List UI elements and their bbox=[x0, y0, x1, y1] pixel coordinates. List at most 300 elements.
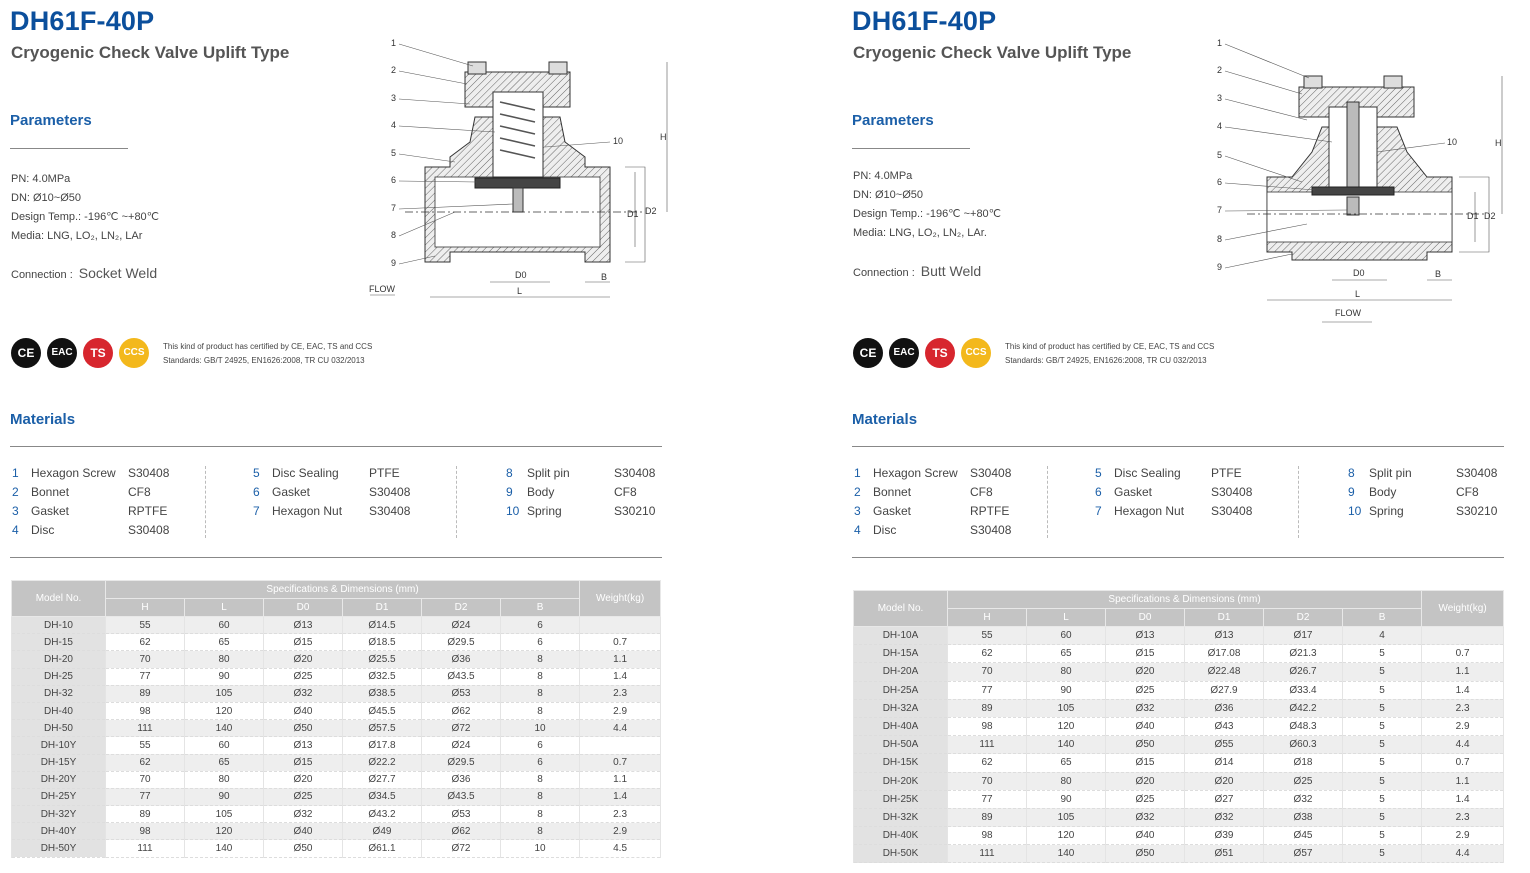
table-cell: Ø50 bbox=[264, 840, 343, 857]
table-row bbox=[12, 634, 661, 651]
table-row bbox=[854, 663, 1504, 681]
hex-screw-left bbox=[468, 62, 486, 74]
table-cell: DH-40A bbox=[854, 717, 948, 735]
table-cell: Ø25.5 bbox=[343, 651, 422, 668]
table-cell: 5 bbox=[1343, 808, 1422, 826]
table-cell: DH-32 bbox=[12, 685, 106, 702]
material-mat: S30408 bbox=[369, 485, 411, 499]
table-cell: 77 bbox=[948, 790, 1027, 808]
product-subtitle: Cryogenic Check Valve Uplift Type bbox=[11, 43, 290, 62]
table-row bbox=[854, 627, 1504, 645]
table-cell: DH-20A bbox=[854, 663, 948, 681]
callout-10: 10 bbox=[613, 136, 624, 146]
spec-table bbox=[11, 580, 661, 858]
table-cell: Ø13 bbox=[264, 737, 343, 754]
table-cell: 2.3 bbox=[580, 806, 661, 823]
table-cell: 55 bbox=[106, 617, 185, 634]
table-cell: Ø57.5 bbox=[343, 720, 422, 737]
material-mat: PTFE bbox=[369, 466, 400, 480]
table-cell: Ø36 bbox=[1185, 699, 1264, 717]
callout-7: 7 bbox=[391, 203, 397, 213]
spec-header-model: Model No. bbox=[854, 591, 948, 627]
table-row bbox=[854, 808, 1504, 826]
table-cell: 8 bbox=[501, 702, 580, 719]
materials-heading: Materials bbox=[10, 411, 76, 428]
table-cell: Ø25 bbox=[264, 668, 343, 685]
spec-header-d0: D0 bbox=[264, 599, 343, 617]
material-name: Bonnet bbox=[873, 485, 912, 499]
table-cell: 5 bbox=[1343, 772, 1422, 790]
table-cell: 8 bbox=[501, 651, 580, 668]
material-num: 4 bbox=[854, 523, 861, 537]
table-cell: 8 bbox=[501, 685, 580, 702]
table-cell: DH-40Y bbox=[12, 823, 106, 840]
table-cell: DH-10Y bbox=[12, 737, 106, 754]
table-cell: Ø18 bbox=[1264, 754, 1343, 772]
material-name: Hexagon Screw bbox=[873, 466, 958, 480]
material-mat: S30408 bbox=[128, 523, 170, 537]
table-cell: Ø38 bbox=[1264, 808, 1343, 826]
spec-header-weight: Weight(kg) bbox=[1422, 591, 1504, 627]
table-cell: 62 bbox=[948, 754, 1027, 772]
spec-header-model: Model No. bbox=[12, 581, 106, 617]
dim-d0: D0 bbox=[515, 270, 527, 280]
table-cell: DH-10 bbox=[12, 617, 106, 634]
table-cell: DH-32K bbox=[854, 808, 948, 826]
material-num: 1 bbox=[12, 466, 19, 480]
material-num: 6 bbox=[253, 485, 260, 499]
table-cell: Ø27.7 bbox=[343, 771, 422, 788]
valve-disc-guide bbox=[493, 92, 543, 177]
table-cell: 4.4 bbox=[1422, 736, 1504, 754]
table-cell: Ø24 bbox=[422, 737, 501, 754]
table-cell bbox=[580, 737, 661, 754]
cert-note-line-2: Standards: GB/T 24925, EN1626:2008, TR CU 032/2013 bbox=[163, 356, 365, 365]
table-row bbox=[12, 651, 661, 668]
table-cell: 70 bbox=[948, 772, 1027, 790]
table-cell: Ø22.2 bbox=[343, 754, 422, 771]
valve-spring bbox=[1347, 102, 1359, 187]
table-cell: 105 bbox=[185, 685, 264, 702]
table-cell: DH-25A bbox=[854, 681, 948, 699]
table-cell: DH-40K bbox=[854, 827, 948, 845]
table-cell: 5 bbox=[1343, 717, 1422, 735]
table-row bbox=[12, 737, 661, 754]
table-row bbox=[12, 702, 661, 719]
material-mat: S30408 bbox=[970, 466, 1012, 480]
table-cell: Ø43 bbox=[1185, 717, 1264, 735]
table-cell: DH-50K bbox=[854, 845, 948, 863]
table-row bbox=[854, 699, 1504, 717]
table-cell: 4.4 bbox=[1422, 845, 1504, 863]
table-cell bbox=[1422, 627, 1504, 645]
material-num: 10 bbox=[506, 504, 520, 518]
material-name: Spring bbox=[527, 504, 562, 518]
table-cell: Ø32 bbox=[1106, 808, 1185, 826]
param-pn: PN: 4.0MPa bbox=[853, 170, 913, 182]
table-cell: 0.7 bbox=[1422, 754, 1504, 772]
table-cell: DH-50A bbox=[854, 736, 948, 754]
table-cell: 5 bbox=[1343, 827, 1422, 845]
flow-label: FLOW bbox=[369, 284, 395, 294]
table-cell: DH-15Y bbox=[12, 754, 106, 771]
material-name: Hexagon Nut bbox=[272, 504, 343, 518]
table-cell: 77 bbox=[106, 668, 185, 685]
table-cell: 111 bbox=[106, 840, 185, 857]
cert-note bbox=[1005, 340, 1305, 368]
material-name: Gasket bbox=[873, 504, 912, 518]
material-mat: S30210 bbox=[614, 504, 656, 518]
cert-note-line-1: This kind of product has certified by CE, EAC, TS and CCS bbox=[1005, 342, 1215, 351]
table-cell: 6 bbox=[501, 754, 580, 771]
spec-header-d2: D2 bbox=[1264, 609, 1343, 627]
table-cell: 98 bbox=[106, 702, 185, 719]
dim-b: B bbox=[1435, 269, 1442, 279]
callout-2: 2 bbox=[1217, 65, 1223, 75]
table-cell: 2.3 bbox=[1422, 808, 1504, 826]
material-name: Spring bbox=[1369, 504, 1404, 518]
table-cell: 62 bbox=[948, 645, 1027, 663]
material-mat: S30408 bbox=[970, 523, 1012, 537]
spec-header-d2: D2 bbox=[422, 599, 501, 617]
parameters-list bbox=[853, 167, 1001, 243]
left-panel bbox=[10, 0, 675, 873]
connection-value: Butt Weld bbox=[920, 263, 982, 279]
table-cell: Ø25 bbox=[1106, 790, 1185, 808]
table-cell: Ø13 bbox=[264, 617, 343, 634]
param-dn: DN: Ø10~Ø50 bbox=[853, 189, 924, 201]
table-cell: 111 bbox=[948, 736, 1027, 754]
table-cell: DH-20K bbox=[854, 772, 948, 790]
table-cell: 120 bbox=[185, 702, 264, 719]
table-cell: 2.9 bbox=[580, 702, 661, 719]
table-cell: DH-32Y bbox=[12, 806, 106, 823]
eac-icon: EAC bbox=[47, 338, 77, 368]
table-cell: Ø55 bbox=[1185, 736, 1264, 754]
material-mat: RPTFE bbox=[128, 504, 168, 518]
cert-note-line-2: Standards: GB/T 24925, EN1626:2008, TR CU 032/2013 bbox=[1005, 356, 1207, 365]
table-cell: 105 bbox=[1027, 808, 1106, 826]
table-cell: Ø25 bbox=[1264, 772, 1343, 790]
callout-1: 1 bbox=[391, 38, 397, 48]
table-cell: Ø53 bbox=[422, 685, 501, 702]
material-num: 9 bbox=[506, 485, 513, 499]
table-row bbox=[854, 645, 1504, 663]
ccs-icon: CCS bbox=[961, 338, 991, 368]
spec-header-group: Specifications & Dimensions (mm) bbox=[948, 591, 1422, 609]
table-cell: Ø49 bbox=[343, 823, 422, 840]
table-cell: 8 bbox=[501, 823, 580, 840]
product-title: DH61F-40P bbox=[852, 6, 997, 36]
table-cell: 5 bbox=[1343, 645, 1422, 663]
connection-line bbox=[11, 265, 157, 281]
callout-5: 5 bbox=[1217, 150, 1223, 160]
table-cell: 60 bbox=[185, 617, 264, 634]
parameters-heading: Parameters bbox=[852, 112, 934, 129]
table-row bbox=[854, 681, 1504, 699]
valve-nut bbox=[513, 188, 523, 212]
table-cell: 5 bbox=[1343, 736, 1422, 754]
table-cell: Ø72 bbox=[422, 720, 501, 737]
table-cell: Ø40 bbox=[1106, 717, 1185, 735]
table-cell: Ø50 bbox=[1106, 736, 1185, 754]
table-cell: Ø32.5 bbox=[343, 668, 422, 685]
table-cell: Ø45.5 bbox=[343, 702, 422, 719]
table-cell: 0.7 bbox=[580, 754, 661, 771]
spec-header-d1: D1 bbox=[343, 599, 422, 617]
table-cell: Ø32 bbox=[264, 685, 343, 702]
table-cell: Ø20 bbox=[1106, 663, 1185, 681]
table-cell: 10 bbox=[501, 720, 580, 737]
callout-10: 10 bbox=[1447, 137, 1458, 147]
table-cell: 55 bbox=[948, 627, 1027, 645]
table-cell: 62 bbox=[106, 634, 185, 651]
table-cell: 65 bbox=[1027, 754, 1106, 772]
material-num: 3 bbox=[854, 504, 861, 518]
table-cell: 111 bbox=[948, 845, 1027, 863]
table-cell: 77 bbox=[948, 681, 1027, 699]
table-cell: Ø45 bbox=[1264, 827, 1343, 845]
table-cell: 98 bbox=[948, 717, 1027, 735]
material-name: Split pin bbox=[1369, 466, 1412, 480]
hex-screw-right bbox=[549, 62, 567, 74]
table-row bbox=[12, 823, 661, 840]
hex-screw-right bbox=[1384, 76, 1402, 88]
table-cell: Ø15 bbox=[1106, 645, 1185, 663]
material-name: Gasket bbox=[1114, 485, 1153, 499]
material-name: Disc bbox=[873, 523, 897, 537]
table-cell: 5 bbox=[1343, 754, 1422, 772]
table-cell: Ø32 bbox=[1185, 808, 1264, 826]
table-cell: Ø18.5 bbox=[343, 634, 422, 651]
table-cell: Ø27 bbox=[1185, 790, 1264, 808]
table-cell: 4.5 bbox=[580, 840, 661, 857]
valve-cross-section-drawing bbox=[355, 32, 675, 307]
material-num: 5 bbox=[1095, 466, 1102, 480]
table-cell: 65 bbox=[185, 634, 264, 651]
table-cell: 90 bbox=[1027, 681, 1106, 699]
table-cell: 2.9 bbox=[580, 823, 661, 840]
materials-separator bbox=[205, 466, 206, 538]
spec-header-l: L bbox=[185, 599, 264, 617]
table-cell: 60 bbox=[185, 737, 264, 754]
table-row bbox=[12, 788, 661, 805]
param-temp: Design Temp.: -196℃ ~+80℃ bbox=[11, 211, 160, 223]
dim-d2: D2 bbox=[645, 206, 657, 216]
table-cell: 2.9 bbox=[1422, 827, 1504, 845]
table-cell: 62 bbox=[106, 754, 185, 771]
material-name: Disc Sealing bbox=[1114, 466, 1181, 480]
table-cell: Ø20 bbox=[1185, 772, 1264, 790]
material-num: 3 bbox=[12, 504, 19, 518]
table-cell: Ø20 bbox=[264, 771, 343, 788]
table-cell: Ø43.5 bbox=[422, 668, 501, 685]
table-row bbox=[12, 754, 661, 771]
table-cell: DH-15 bbox=[12, 634, 106, 651]
flow-label: FLOW bbox=[1335, 308, 1361, 318]
table-cell: Ø61.1 bbox=[343, 840, 422, 857]
table-cell: 70 bbox=[106, 771, 185, 788]
table-cell: DH-15K bbox=[854, 754, 948, 772]
dim-d1: D1 bbox=[1467, 211, 1479, 221]
table-row bbox=[12, 771, 661, 788]
valve-nut bbox=[1347, 197, 1359, 215]
table-cell: 90 bbox=[185, 668, 264, 685]
valve-cross-section-drawing bbox=[1197, 32, 1517, 327]
materials-separator bbox=[456, 466, 457, 538]
table-cell: Ø22.48 bbox=[1185, 663, 1264, 681]
spec-header-b: B bbox=[1343, 609, 1422, 627]
table-cell: 77 bbox=[106, 788, 185, 805]
table-cell: 5 bbox=[1343, 699, 1422, 717]
table-cell: Ø14 bbox=[1185, 754, 1264, 772]
table-cell: 2.3 bbox=[1422, 699, 1504, 717]
callout-8: 8 bbox=[1217, 234, 1223, 244]
table-cell: 120 bbox=[1027, 717, 1106, 735]
callout-1: 1 bbox=[1217, 38, 1223, 48]
table-cell: Ø25 bbox=[1106, 681, 1185, 699]
table-cell: Ø32 bbox=[1106, 699, 1185, 717]
material-num: 6 bbox=[1095, 485, 1102, 499]
param-pn: PN: 4.0MPa bbox=[11, 173, 71, 185]
table-cell: 8 bbox=[501, 771, 580, 788]
callout-2: 2 bbox=[391, 65, 397, 75]
material-name: Hexagon Nut bbox=[1114, 504, 1185, 518]
hex-screw-left bbox=[1304, 76, 1322, 88]
table-row bbox=[854, 845, 1504, 863]
table-row bbox=[854, 754, 1504, 772]
table-row bbox=[12, 806, 661, 823]
table-cell: 5 bbox=[1343, 663, 1422, 681]
ts-icon: TS bbox=[925, 338, 955, 368]
table-cell: Ø15 bbox=[264, 754, 343, 771]
callout-6: 6 bbox=[1217, 177, 1223, 187]
material-mat: S30408 bbox=[1211, 485, 1253, 499]
table-cell: DH-32A bbox=[854, 699, 948, 717]
parameters-divider bbox=[10, 148, 128, 149]
table-cell: Ø17.08 bbox=[1185, 645, 1264, 663]
table-cell: Ø51 bbox=[1185, 845, 1264, 863]
table-cell: 4 bbox=[1343, 627, 1422, 645]
cert-note-line-1: This kind of product has certified by CE, EAC, TS and CCS bbox=[163, 342, 373, 351]
table-cell: Ø20 bbox=[264, 651, 343, 668]
callout-3: 3 bbox=[1217, 93, 1223, 103]
dim-d0: D0 bbox=[1353, 268, 1365, 278]
table-cell: DH-25 bbox=[12, 668, 106, 685]
table-cell: 98 bbox=[106, 823, 185, 840]
connection-line bbox=[853, 263, 981, 279]
table-cell: Ø25 bbox=[264, 788, 343, 805]
table-cell: Ø57 bbox=[1264, 845, 1343, 863]
table-cell: Ø15 bbox=[264, 634, 343, 651]
dim-b: B bbox=[601, 272, 608, 282]
table-cell: Ø26.7 bbox=[1264, 663, 1343, 681]
table-row bbox=[854, 827, 1504, 845]
table-cell: 0.7 bbox=[580, 634, 661, 651]
table-cell: 6 bbox=[501, 617, 580, 634]
spec-header-weight: Weight(kg) bbox=[580, 581, 661, 617]
table-cell: Ø40 bbox=[1106, 827, 1185, 845]
materials-separator bbox=[1047, 466, 1048, 538]
material-mat: CF8 bbox=[614, 485, 637, 499]
cert-note bbox=[163, 340, 463, 368]
table-cell: Ø42.2 bbox=[1264, 699, 1343, 717]
table-cell: 2.9 bbox=[1422, 717, 1504, 735]
table-cell: Ø17.8 bbox=[343, 737, 422, 754]
material-name: Disc Sealing bbox=[272, 466, 339, 480]
material-mat: S30408 bbox=[1456, 466, 1498, 480]
table-cell: 111 bbox=[106, 720, 185, 737]
table-cell: 80 bbox=[185, 651, 264, 668]
table-cell: Ø34.5 bbox=[343, 788, 422, 805]
material-mat: CF8 bbox=[970, 485, 993, 499]
table-cell: DH-20 bbox=[12, 651, 106, 668]
materials-divider-bottom bbox=[10, 557, 662, 558]
table-cell: Ø43.2 bbox=[343, 806, 422, 823]
table-cell: 105 bbox=[1027, 699, 1106, 717]
material-name: Body bbox=[1369, 485, 1397, 499]
material-num: 8 bbox=[1348, 466, 1355, 480]
material-name: Gasket bbox=[272, 485, 311, 499]
table-cell: 89 bbox=[948, 808, 1027, 826]
table-row bbox=[12, 685, 661, 702]
table-cell: Ø13 bbox=[1185, 627, 1264, 645]
material-num: 8 bbox=[506, 466, 513, 480]
materials-separator bbox=[1298, 466, 1299, 538]
dim-l: L bbox=[1355, 289, 1361, 299]
spec-header-d1: D1 bbox=[1185, 609, 1264, 627]
product-title: DH61F-40P bbox=[10, 6, 155, 36]
right-panel bbox=[852, 0, 1517, 873]
table-cell: 1.1 bbox=[1422, 663, 1504, 681]
table-cell: 8 bbox=[501, 788, 580, 805]
callout-8: 8 bbox=[391, 230, 397, 240]
material-num: 2 bbox=[12, 485, 19, 499]
callout-9: 9 bbox=[391, 258, 397, 268]
table-cell: Ø14.5 bbox=[343, 617, 422, 634]
table-cell: Ø53 bbox=[422, 806, 501, 823]
table-cell: 55 bbox=[106, 737, 185, 754]
table-cell: 140 bbox=[185, 720, 264, 737]
table-cell: 80 bbox=[185, 771, 264, 788]
table-row bbox=[854, 772, 1504, 790]
material-num: 7 bbox=[1095, 504, 1102, 518]
ce-icon: CE bbox=[853, 338, 883, 368]
table-cell: 8 bbox=[501, 806, 580, 823]
table-cell: Ø62 bbox=[422, 823, 501, 840]
callout-5: 5 bbox=[391, 148, 397, 158]
table-cell: 90 bbox=[1027, 790, 1106, 808]
table-cell: Ø29.5 bbox=[422, 634, 501, 651]
product-subtitle: Cryogenic Check Valve Uplift Type bbox=[853, 43, 1132, 62]
material-num: 4 bbox=[12, 523, 19, 537]
table-cell: 5 bbox=[1343, 845, 1422, 863]
table-cell: Ø15 bbox=[1106, 754, 1185, 772]
materials-divider-bottom bbox=[852, 557, 1504, 558]
table-cell: Ø40 bbox=[264, 823, 343, 840]
material-mat: CF8 bbox=[128, 485, 151, 499]
material-num: 10 bbox=[1348, 504, 1362, 518]
table-row bbox=[854, 736, 1504, 754]
table-cell: 5 bbox=[1343, 790, 1422, 808]
table-cell: Ø32 bbox=[264, 806, 343, 823]
table-cell: 70 bbox=[948, 663, 1027, 681]
table-cell: Ø50 bbox=[1106, 845, 1185, 863]
table-cell: 105 bbox=[185, 806, 264, 823]
dim-d1: D1 bbox=[627, 209, 639, 219]
table-cell: DH-40 bbox=[12, 702, 106, 719]
valve-disc-seal bbox=[1312, 187, 1394, 195]
